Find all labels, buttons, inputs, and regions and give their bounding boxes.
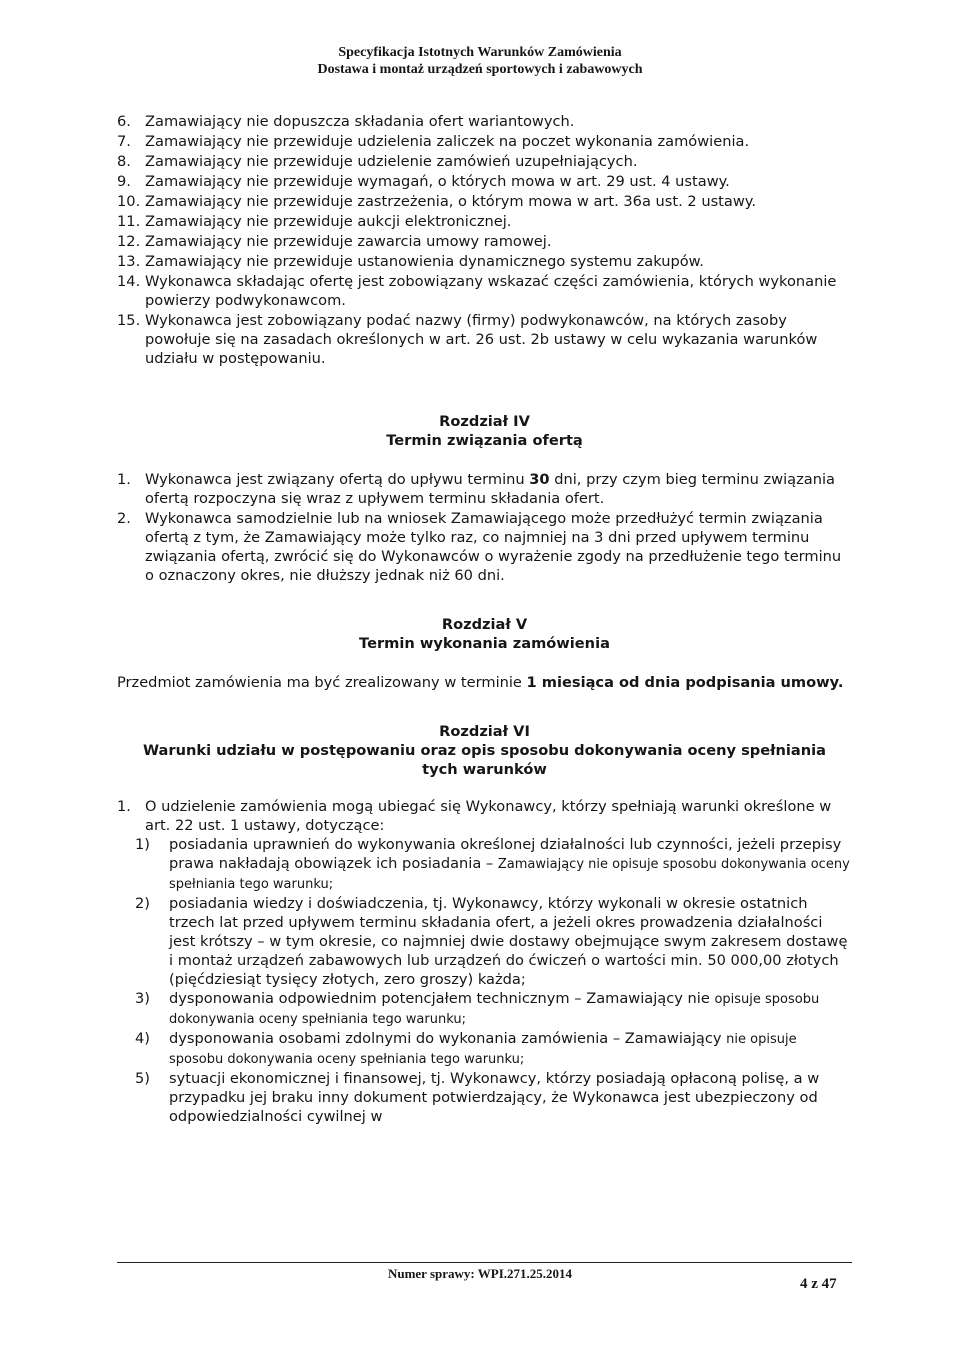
- conditions-list: [117, 112, 852, 368]
- list-item: 8. Zamawiający nie przewiduje udzielenie zamówień uzupełniających.: [117, 153, 638, 170]
- page-number: 4 z 47: [800, 1276, 837, 1292]
- list-item: 1) posiadania uprawnień do wykonywania określonej działalności lub czynności, jeżeli przepisy prawa nakładają obowiązek ich posiadania – Zamawiający nie opisuje sposobu dokonywania oceny spełniania tego warunku;: [135, 836, 850, 892]
- document-body: [117, 112, 852, 1126]
- list-item: 10. Zamawiający nie przewiduje zastrzeżenia, o którym mowa w art. 36a ust. 2 ustawy.: [117, 193, 756, 210]
- chapter-4-title: Rozdział IV: [439, 413, 530, 430]
- chapter-5-paragraph: Przedmiot zamówienia ma być zrealizowany w terminie 1 miesiąca od dnia podpisania umowy.: [117, 674, 844, 691]
- chapter-4-subtitle: Termin związania ofertą: [386, 432, 583, 449]
- list-item: 14. Wykonawca składając ofertę jest zobowiązany wskazać części zamówienia, których wykonanie powierzy podwykonawcom.: [117, 273, 837, 309]
- chapter-5-subtitle: Termin wykonania zamówienia: [359, 635, 610, 652]
- chapter-5: [117, 615, 852, 692]
- chapter-4-point-2: 2. Wykonawca samodzielnie lub na wniosek Zamawiającego może przedłużyć termin związania ofertą z tym, że Zamawiający może tylko raz, co najmniej na 3 dni przed upływem terminu związania ofertą, zwrócić się do Wykonawców o wyrażenie zgody na przedłużenie tego terminu o oznaczony okres, nie dłuższy jednak niż 60 dni.: [117, 510, 842, 584]
- chapter-4-point-1: 1. Wykonawca jest związany ofertą do upływu terminu 30 dni, przy czym bieg terminu związania ofertą rozpoczyna się wraz z upływem terminu składania ofert.: [117, 471, 835, 507]
- list-item: 3) dysponowania odpowiednim potencjałem technicznym – Zamawiający nie opisuje sposobu dokonywania oceny spełniania tego warunku;: [135, 990, 820, 1027]
- chapter-6-point-1: 1. O udzielenie zamówienia mogą ubiegać się Wykonawcy, którzy spełniają warunki określone w art. 22 ust. 1 ustawy, dotyczące:: [117, 798, 832, 834]
- chapter-4: [117, 412, 852, 585]
- list-item: 12. Zamawiający nie przewiduje zawarcia umowy ramowej.: [117, 233, 552, 250]
- footer-divider: [117, 1262, 852, 1263]
- list-item: 6. Zamawiający nie dopuszcza składania ofert wariantowych.: [117, 113, 575, 130]
- list-item: 5) sytuacji ekonomicznej i finansowej, tj. Wykonawcy, którzy posiadają opłaconą polisę, a w przypadku jej braku inny dokument potwierdzający, że Wykonawca jest ubezpieczony od odpowiedzialności cywilnej w: [135, 1070, 820, 1125]
- case-number: Numer sprawy: WPI.271.25.2014: [387, 1266, 573, 1281]
- list-item: 2) posiadania wiedzy i doświadczenia, tj. Wykonawcy, którzy wykonali w okresie ostatnich trzech lat przed upływem terminu składania ofert, a jeżeli okres prowadzenia działalności jest krótszy – w tym okresie, co najmniej dwie dostawy obejmujące swym zakresem dostawę i montaż urządzeń zabawowych lub urządzeń do ćwiczeń o wartości min. 50 000,00 złotych (pięćdziesiąt tysięcy złotych, zero groszy) każda;: [135, 895, 848, 988]
- chapter-6-title: Rozdział VI: [439, 723, 530, 740]
- chapter-5-title: Rozdział V: [441, 616, 528, 633]
- list-item: 13. Zamawiający nie przewiduje ustanowienia dynamicznego systemu zakupów.: [117, 253, 704, 270]
- chapter-6: [117, 722, 852, 1126]
- list-item: 4) dysponowania osobami zdolnymi do wykonania zamówienia – Zamawiający nie opisuje sposobu dokonywania oceny spełniania tego warunku;: [135, 1030, 797, 1067]
- list-item: 11. Zamawiający nie przewiduje aukcji elektronicznej.: [117, 213, 512, 230]
- header-title: Specyfikacja Istotnych Warunków Zamówienia: [338, 45, 622, 60]
- document-header: [0, 44, 960, 78]
- list-item: 9. Zamawiający nie przewiduje wymagań, o których mowa w art. 29 ust. 4 ustawy.: [117, 173, 730, 190]
- list-item: 15. Wykonawca jest zobowiązany podać nazwy (firmy) podwykonawców, na których zasoby powołuje się na zasadach określonych w art. 26 ust. 2b ustawy w celu wykazania warunków udziału w postępowaniu.: [117, 312, 818, 367]
- header-subtitle: Dostawa i montaż urządzeń sportowych i zabawowych: [317, 62, 643, 77]
- list-item: 7. Zamawiający nie przewiduje udzielenia zaliczek na poczet wykonania zamówienia.: [117, 133, 750, 150]
- chapter-6-subtitle: Warunki udziału w postępowaniu oraz opis sposobu dokonywania oceny spełniania tych warunków: [142, 742, 827, 778]
